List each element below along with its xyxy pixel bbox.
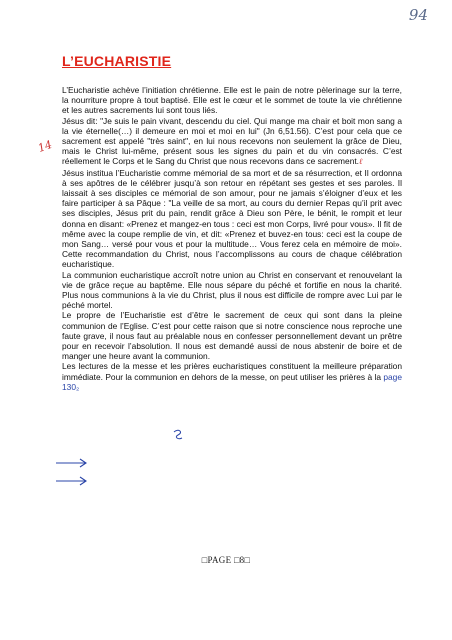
handwritten-mark-icon: ℓ [359, 157, 363, 167]
page-footer: □PAGE □8□ [201, 555, 251, 565]
paragraph-pleine-communion: Le propre de l’Eucharistie est d’être le sacrement de ceux qui sont dans la pleine communion de l’Eglise. C’est pour cette raison que si notre conscience nous reproche une faute grave, il nous faut au préalable nous en confesser personnellement devant un prêtre pour en recevoir l’absolution. Il nous est demandé aussi de nous abstenir de boire et de manger une heure avant la communion. [62, 310, 402, 362]
handwritten-page-number: 94 [408, 6, 428, 24]
paragraph-intro: L’Eucharistie achève l’initiation chrétienne. Elle est le pain de notre pèlerinage sur la terre, la nourriture propre à tout baptisé. Elle est le cœur et le sommet de toute la vie chrétienne et les autres sacrements lui sont tous liés. [62, 85, 402, 116]
handwritten-arrows-icon [54, 455, 90, 491]
handwritten-correction-icon: ₂ [75, 381, 80, 392]
page-link[interactable]: page 130 [62, 371, 402, 392]
paragraph-jesus-dit [62, 116, 402, 168]
paragraph-communion: La communion eucharistique accroît notre union au Christ en conservant et renouvelant la vie de grâce reçue au baptême. Elle nous sépare du péché et fortifie en nous la charité. Plus nous communions à la vie du Christ, plus il nous est difficile de rompre avec Lui par le péché mortel. [62, 269, 402, 311]
paragraph-lectures [62, 361, 402, 392]
page-title: L’EUCHARISTIE [62, 53, 172, 69]
paragraph-jesus-dit-text: Jésus dit: "Je suis le pain vivant, descendu du ciel. Qui mange ma chair et boit mon sang a la vie éternelle(…) il demeure en moi et moi en lui" (Jn 6,51.56). C’est pour cela que ce sacrement est appelé "très saint", en lui nous recevons non seulement la grâce de Dieu, mais le Christ lui-même, présent sous les signes du pain et du vin consacrés. C’est réellement le Corps et le Sang du Christ que nous recevons dans ce sacrement. [62, 115, 402, 167]
paragraph-institution: Jésus institua l’Eucharistie comme mémorial de sa mort et de sa résurrection, et Il ordonna à ses apôtres de le célébrer jusqu’à son retour en répétant ses gestes et ses paroles. Il laissait à ses disciples ce mémorial de son amour, pour ne jamais s’éloigner d’eux et les faire participer à sa Pâque : "La veille de sa mort, au cours du dernier Repas qu’il prit avec ses disciples, Jésus prit du pain, rendit grâce à Dieu son Père, le bénit, le rompit et leur donna en disant: «Prenez et mangez-en tous : ceci est mon Corps, livré pour vous». Il fit de même avec la coupe remplie de vin, et dit: «Prenez et buvez-en tous: ceci est la coupe de mon Sang… versé pour vous et pour la multitude… Vous ferez cela en mémoire de moi». Cette recommandation du Christ, nous l’accomplissons au cours de chaque célébration eucharistique. [62, 167, 402, 270]
handwritten-margin-note: 14 [36, 137, 54, 156]
scribble-icon [172, 428, 186, 442]
paragraph-lectures-text: Les lectures de la messe et les prières eucharistiques constituent la meilleure préparation immédiate. Pour la communion en dehors de la messe, on peut utiliser les prières à la [62, 361, 402, 382]
document-body [62, 85, 402, 392]
